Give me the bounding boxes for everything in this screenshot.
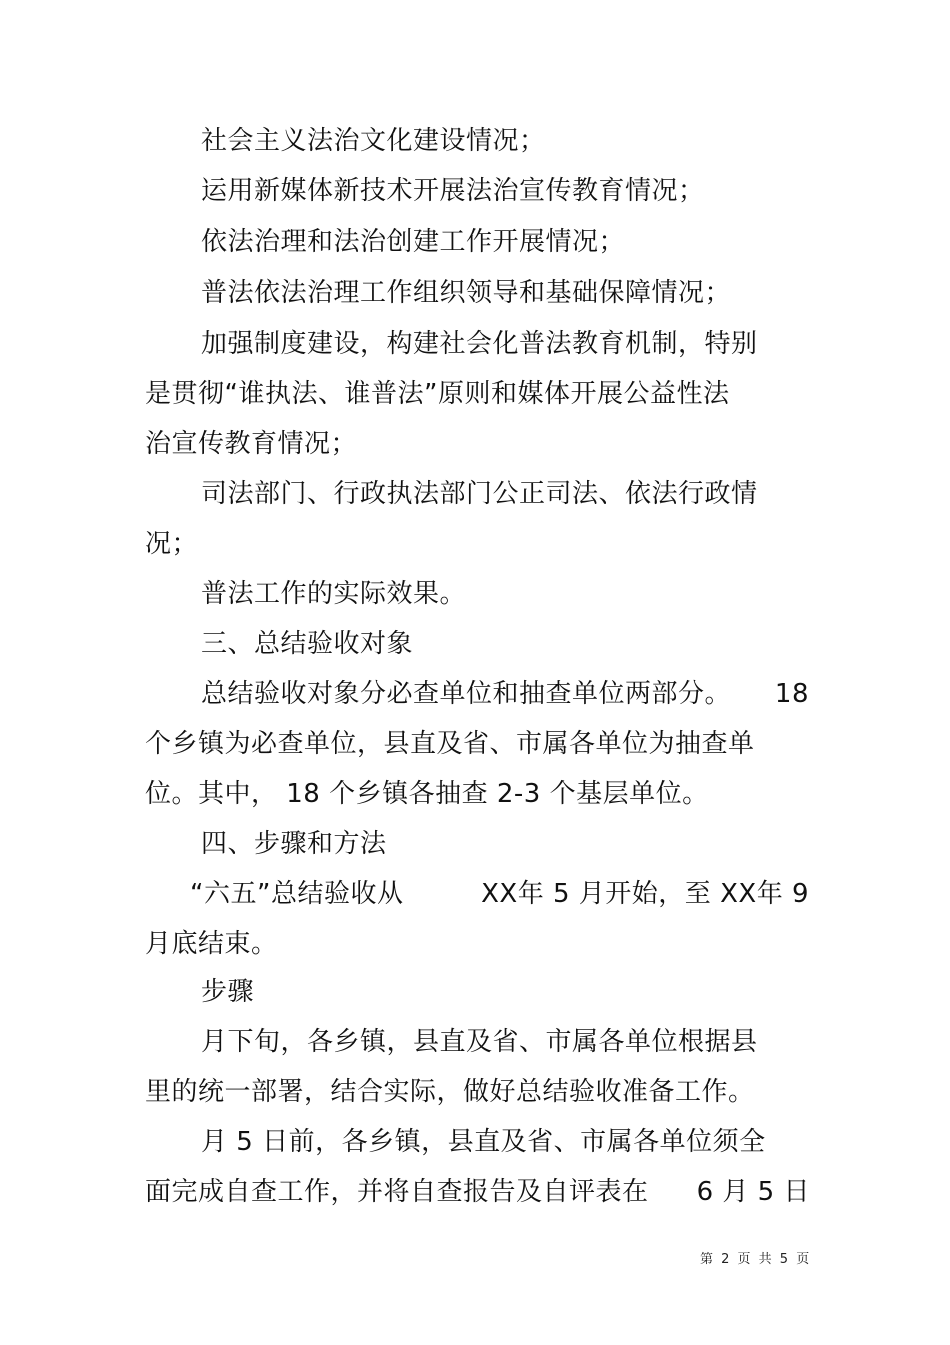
paragraph-text: 总结验收对象分必查单位和抽查单位两部分。 [201,679,732,709]
section-heading: 四、步骤和方法 [201,829,387,859]
paragraph-text: 6 月 5 日 [696,1177,810,1207]
paragraph-text: 面完成自查工作，并将自查报告及自评表在 [145,1177,649,1207]
subsection-heading: 步骤 [201,977,255,1007]
paragraph-line: 司法部门、行政执法部门公正司法、依法行政情 [201,479,758,509]
paragraph-line: 普法工作的实际效果。 [201,579,467,609]
paragraph-line [201,677,809,711]
paragraph-text: “六五”总结验收从 [190,879,404,909]
paragraph-line: 月下旬，各乡镇，县直及省、市属各单位根据县 [201,1027,758,1057]
paragraph-line: 是贯彻“谁执法、谁普法”原则和媒体开展公益性法 [145,379,730,409]
paragraph-line: 位。其中， 18 个乡镇各抽查 2-3 个基层单位。 [145,779,709,809]
paragraph-line: 运用新媒体新技术开展法治宣传教育情况； [201,176,705,206]
paragraph-line [145,1175,810,1209]
paragraph-line: 况； [145,529,199,559]
paragraph-line: 月 5 日前，各乡镇，县直及省、市属各单位须全 [201,1127,766,1157]
paragraph-line: 个乡镇为必查单位，县直及省、市属各单位为抽查单 [145,729,755,759]
paragraph-line: 月底结束。 [145,929,278,959]
page-number: 第 2 页 共 5 页 [700,1252,812,1267]
paragraph-line: 社会主义法治文化建设情况； [201,126,546,156]
paragraph-line: 加强制度建设，构建社会化普法教育机制，特别 [201,329,758,359]
paragraph-text: 18 [774,679,809,709]
paragraph-text: XX年 5 月开始，至 XX年 9 [481,879,809,909]
section-heading: 三、总结验收对象 [201,629,414,659]
paragraph-line: 依法治理和法治创建工作开展情况； [201,227,626,257]
paragraph-line: 治宣传教育情况； [145,429,358,459]
paragraph-line [190,877,809,911]
paragraph-line: 普法依法治理工作组织领导和基础保障情况； [201,278,732,308]
paragraph-line: 里的统一部署，结合实际，做好总结验收准备工作。 [145,1077,755,1107]
